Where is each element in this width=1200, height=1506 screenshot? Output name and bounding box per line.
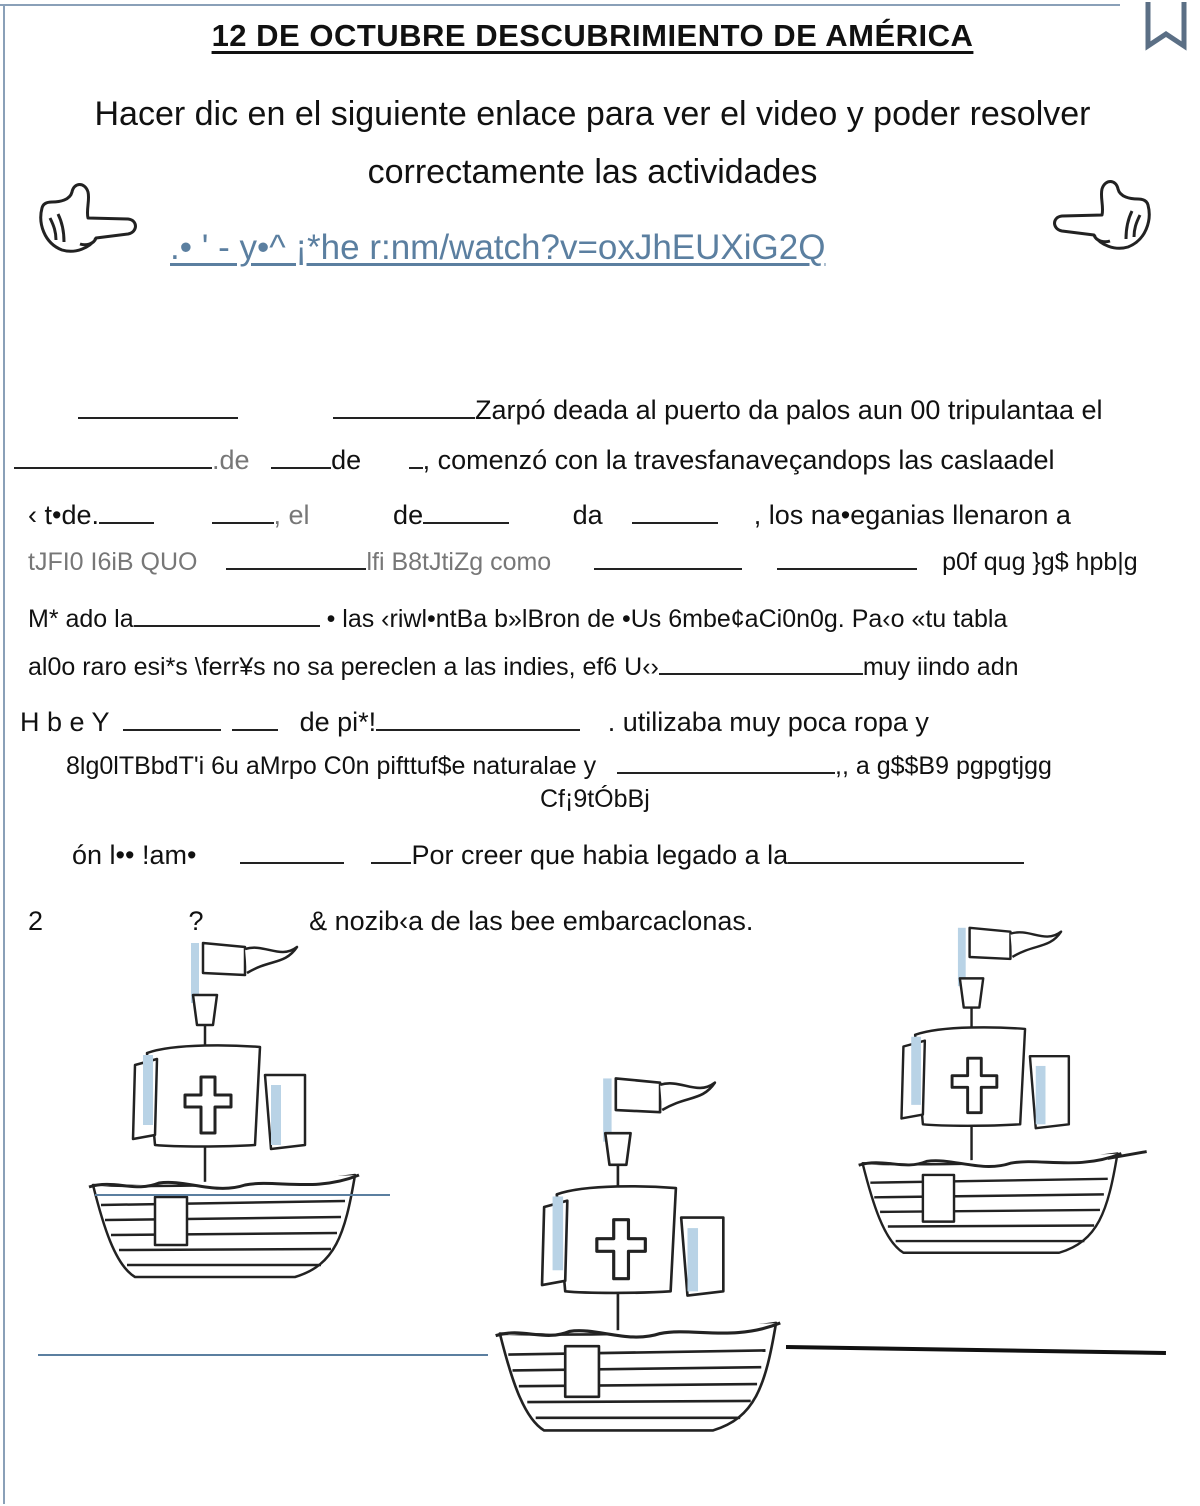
text-segment: M* ado la	[28, 605, 134, 633]
text-segment: tJFI0 I6iB QUO	[28, 548, 198, 576]
text-line-2	[14, 445, 1055, 476]
answer-blank[interactable]	[777, 567, 917, 570]
intro-line-1: Hacer dic en el siguiente enlace para ver el video y poder resolver	[94, 95, 1091, 133]
page-border-top	[0, 4, 1120, 6]
text-segment: de	[331, 445, 362, 475]
text-segment: & nozib‹a de las bee embarcaclonas.	[309, 906, 754, 936]
text-line-5	[28, 605, 1007, 634]
text-segment: H b e Y	[20, 707, 110, 737]
text-line-7	[20, 707, 929, 738]
video-link[interactable]: .• ' - y•^ ¡*he r:nm/watch?v=oxJhEUXiG2Q	[170, 228, 826, 267]
answer-blank[interactable]	[226, 567, 366, 570]
answer-blank[interactable]	[240, 861, 344, 864]
text-segment: ón l•• !am•	[72, 840, 197, 870]
text-segment: lfi B8tJtiZg como	[366, 548, 552, 576]
text-segment: , los na•eganias llenaron a	[753, 500, 1071, 530]
text-segment: • las ‹riwl•ntBa b»lBron de •Us 6mbe¢aCi0n0g. Pa‹o «tu tabla	[326, 605, 1008, 633]
answer-blank[interactable]	[14, 466, 212, 469]
page-title: 12 DE OCTUBRE DESCUBRIMIENTO DE AMÉRICA	[211, 18, 974, 53]
answer-blank[interactable]	[659, 672, 863, 675]
text-line-1	[78, 395, 1103, 426]
answer-blank[interactable]	[232, 728, 278, 731]
caravel-ship-1-drawing	[60, 935, 390, 1305]
answer-blank[interactable]	[134, 624, 320, 627]
text-segment: 2	[28, 906, 44, 936]
text-line-6	[28, 653, 1019, 682]
text-segment: ?	[188, 906, 204, 936]
text-segment: Zarpó deada al puerto da palos aun 00 tripulantaa el	[475, 395, 1103, 425]
text-segment: da	[572, 500, 603, 530]
caravel-ship-2-drawing	[474, 1070, 804, 1460]
text-line-3	[28, 500, 1071, 531]
text-segment: .de	[212, 445, 250, 475]
answer-blank[interactable]	[376, 728, 580, 731]
answer-blank[interactable]	[99, 521, 154, 524]
answer-blank[interactable]	[594, 567, 742, 570]
text-segment: . utilizaba muy poca ropa y	[607, 707, 929, 737]
text-segment: al0o raro esi*s \ferr¥s no sa pereclen a las indies, ef6 U‹›	[28, 653, 659, 681]
answer-blank[interactable]	[371, 861, 411, 864]
text-segment: ,, a g$$B9 pgpgtjgg	[835, 752, 1052, 780]
text-segment: 8lg0lTBbdT'i 6u aMrpo C0n pifttuf$e naturalae y	[66, 752, 597, 780]
text-line-8	[66, 752, 1052, 781]
text-line-4	[28, 548, 1138, 577]
answer-blank[interactable]	[632, 521, 718, 524]
text-segment: Por creer que habia legado a la	[411, 840, 789, 870]
text-line-9: Cf¡9tÓbBj	[540, 785, 650, 813]
text-segment: de	[393, 500, 424, 530]
pointing-hand-left-icon	[1050, 165, 1160, 260]
text-segment: p0f qug }g$ hpb|g	[942, 548, 1138, 576]
text-segment: ‹ t•de.	[28, 500, 99, 530]
answer-blank[interactable]	[123, 728, 221, 731]
caravel-ship-3-drawing	[826, 920, 1156, 1280]
text-line-11	[28, 906, 753, 937]
answer-blank[interactable]	[423, 521, 509, 524]
text-segment: , el	[273, 500, 310, 530]
answer-blank[interactable]	[212, 521, 274, 524]
text-segment: de pi*!	[299, 707, 377, 737]
text-segment: , comenzó con la travesfanaveçandops las caslaadel	[422, 445, 1055, 475]
answer-blank[interactable]	[788, 861, 1024, 864]
pointing-hand-right-icon	[30, 168, 140, 263]
answer-blank[interactable]	[617, 771, 835, 774]
answer-blank[interactable]	[271, 466, 331, 469]
answer-line[interactable]	[786, 1345, 1166, 1355]
answer-blank[interactable]	[78, 416, 238, 419]
page-border-left	[3, 4, 5, 1504]
text-segment: muy iindo adn	[862, 653, 1019, 681]
intro-line-2: correctamente las actividades	[367, 153, 818, 191]
answer-blank[interactable]	[333, 416, 475, 419]
answer-blank[interactable]	[409, 466, 423, 469]
answer-line[interactable]	[38, 1354, 488, 1356]
text-line-10	[72, 840, 1024, 871]
